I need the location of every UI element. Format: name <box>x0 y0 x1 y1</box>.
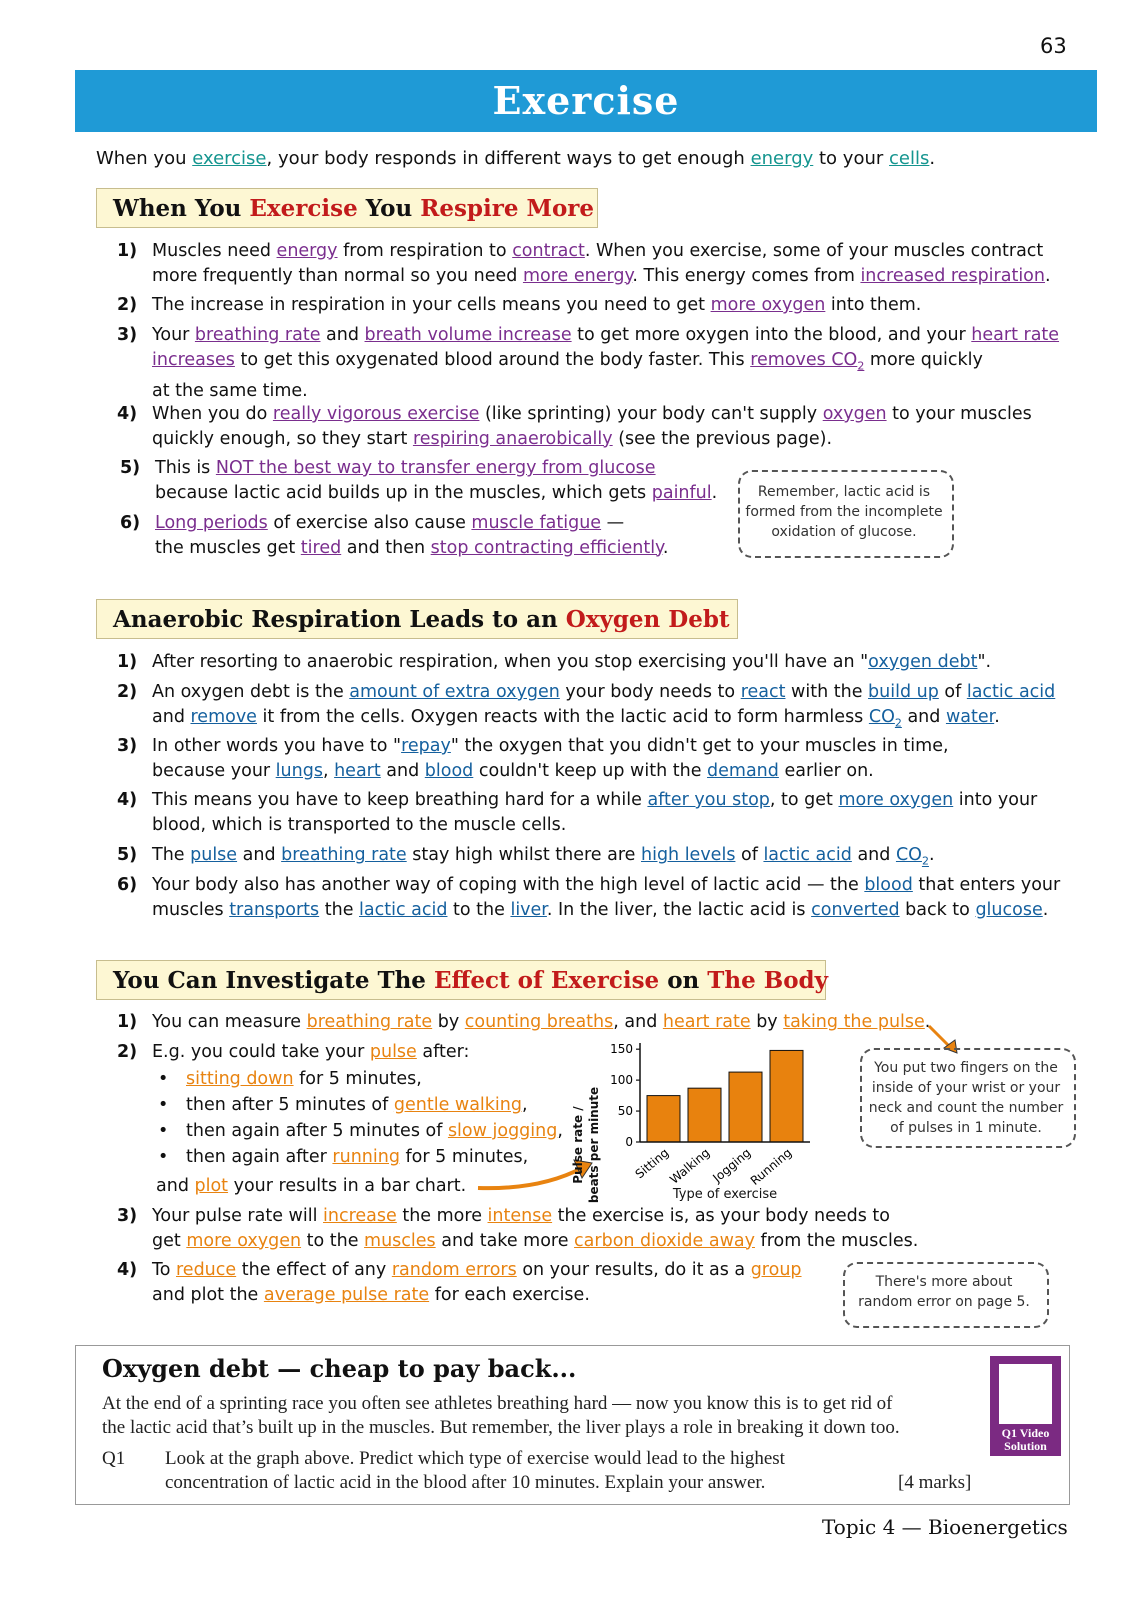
question-label: Q1 <box>102 1448 126 1469</box>
summary-text-line: the lactic acid that’s built up in the muscles. But remember, the liver plays a role in breaking it down too. <box>102 1417 900 1438</box>
note-lactic-acid: Remember, lactic acid is formed from the incomplete oxidation of glucose. <box>745 484 943 540</box>
list-item: 3) Your pulse rate will increase the more intense the exercise is, as your body needs to get more oxygen to the muscles and take more carbon dioxide away from the muscles. <box>117 1206 919 1251</box>
question-text: concentration of lactic acid in the blood after 10 minutes. Explain your answer. <box>165 1472 766 1493</box>
y-axis-label-2: beats per minute <box>587 1086 601 1204</box>
intro-text: When you exercise, your body responds in different ways to get enough energy to your cells. <box>96 148 936 169</box>
x-axis-title: Type of exercise <box>672 1187 778 1202</box>
x-tick-label: Running <box>747 1145 795 1188</box>
keyword: exercise <box>192 148 267 169</box>
bar-jogging <box>729 1072 762 1142</box>
page-number: 63 <box>1040 34 1067 58</box>
bullet-item: • then after 5 minutes of gentle walking, <box>158 1095 528 1115</box>
list-item: 3) Your breathing rate and breath volume increase to get more oxygen into the blood, and your heart rate increases to get this oxygenated blood around the body faster. This removes $CO_2$ more quickly at the same time. <box>117 325 1060 401</box>
list-item: 1) Muscles need energy from respiration to contract. When you exercise, some of your muscles contract more frequently than normal so you need more energy. This energy comes from increased respiration. <box>117 241 1051 286</box>
bar-running <box>770 1050 803 1142</box>
note-pulse: You put two fingers on the inside of your wrist or your neck and count the number of pulses in 1 minute. <box>868 1060 1064 1136</box>
list-item: 2) E.g. you could take your pulse after: <box>117 1042 470 1062</box>
y-tick-label: 100 <box>610 1073 633 1088</box>
y-tick-label: 0 <box>625 1135 633 1149</box>
bar-walking <box>688 1088 721 1142</box>
marks-label: [4 marks] <box>898 1472 972 1493</box>
list-item: 1) You can measure breathing rate by counting breaths, and heart rate by taking the pulse. <box>117 1012 931 1032</box>
keyword: cells <box>889 148 930 169</box>
summary-title: Oxygen debt — cheap to pay back... <box>102 1354 577 1383</box>
page-title: Exercise <box>492 78 680 123</box>
bullet-item: • then again after 5 minutes of slow jogging, <box>158 1121 563 1141</box>
bullet-item: • sitting down for 5 minutes, <box>158 1069 422 1089</box>
bar-sitting <box>647 1096 680 1142</box>
plot-instruction: and plot your results in a bar chart. <box>156 1176 467 1196</box>
question-text: Look at the graph above. Predict which type of exercise would lead to the highest <box>165 1448 785 1469</box>
bullet-item: • then again after running for 5 minutes, <box>158 1147 529 1167</box>
list-item: 3) In other words you have to "repay" the oxygen that you didn't get to your muscles in time, because your lungs, heart and blood couldn't keep up with the demand earlier on. <box>117 736 949 781</box>
list-item: 6) Long periods of exercise also cause muscle fatigue — the muscles get tired and then stop contracting efficiently. <box>120 513 669 558</box>
qr-code-icon <box>999 1364 1052 1424</box>
list-item: 4) To reduce the effect of any random errors on your results, do it as a group and plot the average pulse rate for each exercise. <box>117 1260 802 1305</box>
list-item: 4) When you do really vigorous exercise (like sprinting) your body can't supply oxygen to your muscles quickly enough, so they start respiring anaerobically (see the previous page). <box>117 404 1032 449</box>
list-item: 2) An oxygen debt is the amount of extra oxygen your body needs to react with the build up of lactic acid and remove it from the cells. Oxygen reacts with the lactic acid to form harmless $CO_2$ and water. <box>117 682 1056 729</box>
list-item: 4) This means you have to keep breathing hard for a while after you stop, to get more oxygen into your blood, which is transported to the muscle cells. <box>117 790 1038 835</box>
x-tick-label: Jogging <box>710 1145 754 1186</box>
note-random-error: There's more about random error on page 5. <box>858 1274 1030 1310</box>
list-item: 1) After resorting to anaerobic respiration, when you stop exercising you'll have an "oxygen debt". <box>117 652 992 672</box>
y-tick-label: 50 <box>617 1104 633 1119</box>
title-bar <box>75 70 1097 132</box>
y-tick-label: 150 <box>610 1042 633 1057</box>
keyword: energy <box>750 148 814 169</box>
x-tick-label: Sitting <box>632 1145 672 1182</box>
bar-chart <box>565 1035 825 1205</box>
footer-topic: Topic 4 — Bioenergetics <box>822 1515 1068 1539</box>
list-item: 6) Your body also has another way of coping with the high level of lactic acid — the blood that enters your muscles transports the lactic acid to the liver. In the liver, the lactic acid is converted back to glucose. <box>117 875 1061 920</box>
list-item: 2) The increase in respiration in your cells means you need to get more oxygen into them. <box>117 295 922 315</box>
video-solution-label: Q1 Video Solution <box>1001 1426 1050 1453</box>
x-tick-label: Walking <box>667 1145 713 1187</box>
section-heading-investigate: You Can Investigate The Effect of Exercise on The Body <box>96 960 826 1000</box>
summary-text-line: At the end of a sprinting race you often see athletes breathing hard — now you know this is to get rid of <box>102 1393 893 1414</box>
list-item: 5) The pulse and breathing rate stay high whilst there are high levels of lactic acid and $CO_2$. <box>117 845 935 868</box>
y-axis-label-1: Pulse rate / <box>571 1106 585 1184</box>
section-heading-oxygen-debt: Anaerobic Respiration Leads to an Oxygen Debt <box>96 599 738 639</box>
section-heading-respire: When You Exercise You Respire More <box>96 188 598 228</box>
list-item: 5) This is NOT the best way to transfer energy from glucose because lactic acid builds up in the muscles, which gets painful. <box>120 458 718 503</box>
